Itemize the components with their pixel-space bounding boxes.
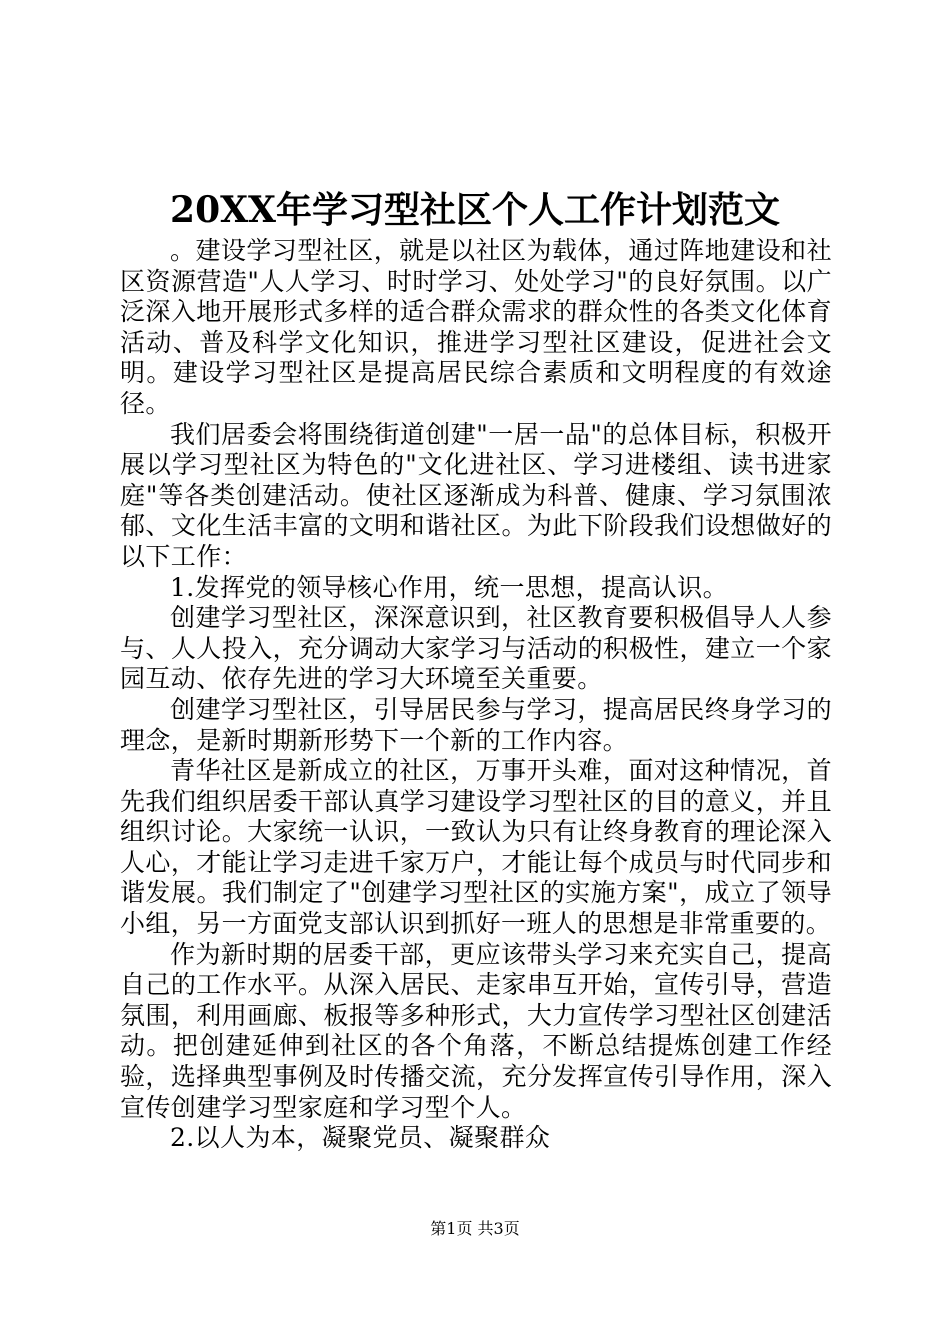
paragraph-cadres: 作为新时期的居委干部，更应该带头学习来充实自己，提高自己的工作水平。从深入居民、走家串互开始，宣传引导，营造氛围，利用画廊、板报等多种形式，大力宣传学习型社区创建活动。把创建延伸到社区的各个角落，不断总结提炼创建工作经验，选择典型事例及时传播交流，充分发挥宣传引导作用，深入宣传创建学习型家庭和学习型个人。 [120,939,832,1122]
paragraph-qinghua-community: 青华社区是新成立的社区，万事开头难，面对这种情况，首先我们组织居委干部认真学习建设学习型社区的目的意义，并且组织讨论。大家统一认识，一致认为只有让终身教育的理论深入人心，才能让学习走进千家万户，才能让每个成员与时代同步和谐发展。我们制定了"创建学习型社区的实施方案"，成立了领导小组，另一方面党支部认识到抓好一班人的思想是非常重要的。 [120,756,832,939]
paragraph-awareness: 创建学习型社区，深深意识到，社区教育要积极倡导人人参与、人人投入，充分调动大家学习与活动的积极性，建立一个家园互动、依存先进的学习大环境至关重要。 [120,603,832,694]
paragraph-lifelong-learning: 创建学习型社区，引导居民参与学习，提高居民终身学习的理念，是新时期新形势下一个新的工作内容。 [120,694,832,755]
document-title: 20XX年学习型社区个人工作计划范文 [170,189,780,231]
section-heading-2: 2.以人为本，凝聚党员、凝聚群众 [170,1123,551,1153]
paragraph-goals: 我们居委会将围绕街道创建"一居一品"的总体目标，积极开展以学习型社区为特色的"文化进社区、学习进楼组、读书进家庭"等各类创建活动。使社区逐渐成为科普、健康、学习氛围浓郁、文化生活丰富的文明和谐社区。为此下阶段我们设想做好的以下工作： [120,419,832,571]
section-heading-1: 1.发挥党的领导核心作用，统一思想，提高认识。 [170,572,729,602]
document-body [120,236,832,1154]
page-footer: 第1页 共3页 [430,1219,520,1238]
paragraph-intro: 。建设学习型社区，就是以社区为载体，通过阵地建设和社区资源营造"人人学习、时时学习、处处学习"的良好氛围。以广泛深入地开展形式多样的适合群众需求的群众性的各类文化体育活动、普及科学文化知识，推进学习型社区建设，促进社会文明。建设学习型社区是提高居民综合素质和文明程度的有效途径。 [120,236,832,418]
